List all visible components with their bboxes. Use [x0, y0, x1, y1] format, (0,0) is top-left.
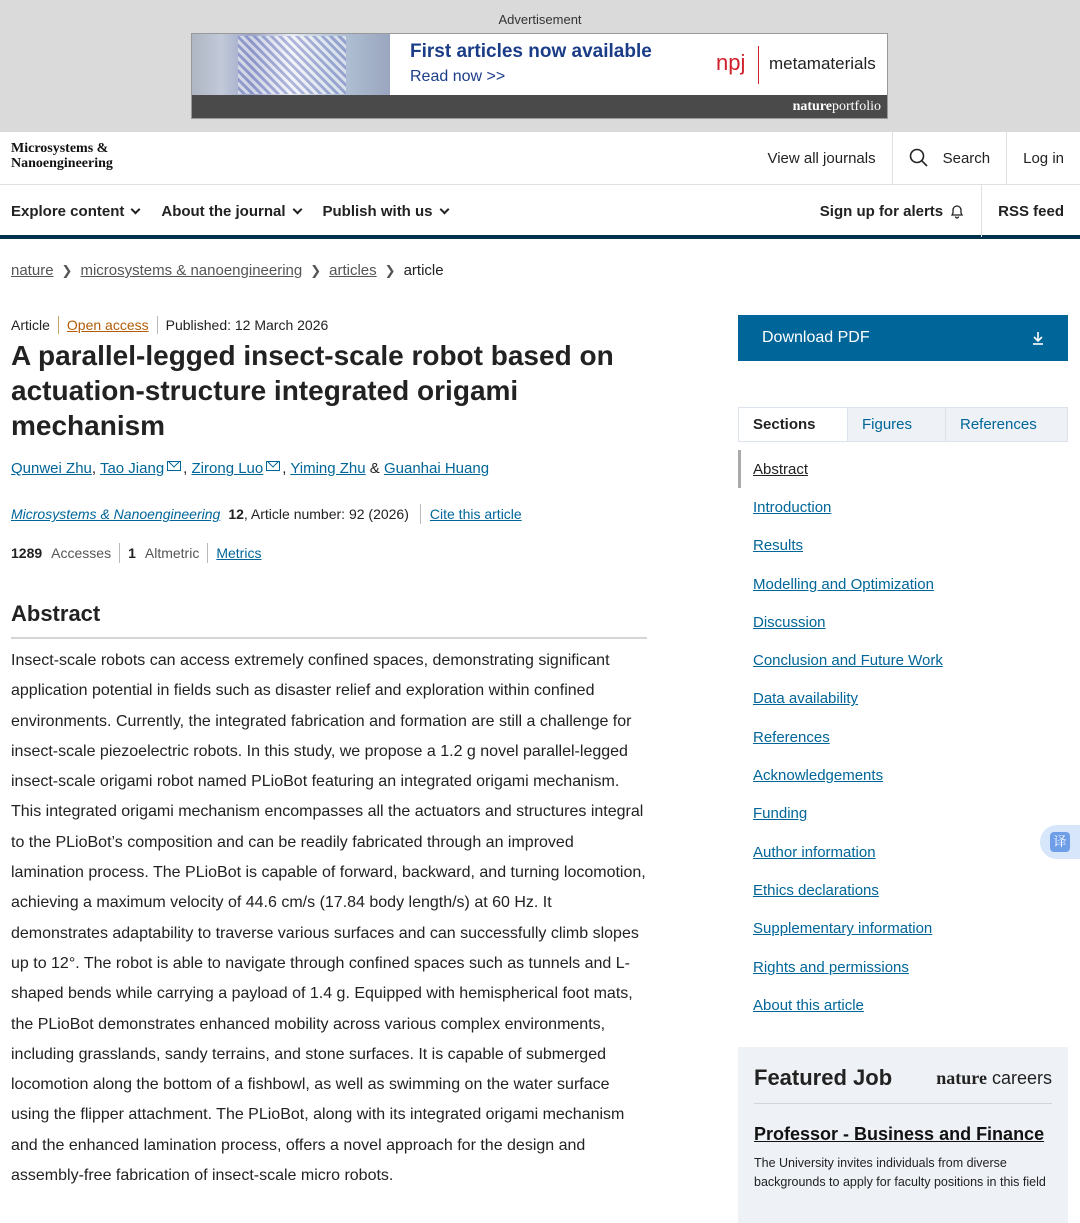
section-link-references[interactable]: References [753, 728, 830, 746]
journal-logo[interactable]: Microsystems & Nanoengineering [11, 141, 113, 171]
login-link[interactable]: Log in [1023, 149, 1064, 167]
metrics-divider [207, 543, 208, 563]
section-link-ethics[interactable]: Ethics declarations [753, 881, 879, 899]
author-link[interactable]: Tao Jiang [99, 460, 165, 477]
ad-brand: metamaterials [769, 54, 876, 73]
view-all-journals-link[interactable]: View all journals [767, 149, 876, 167]
open-access-link[interactable]: Open access [66, 317, 149, 333]
featured-job-heading: Featured Job [754, 1065, 893, 1090]
section-link-rights[interactable]: Rights and permissions [753, 958, 909, 976]
nature-portfolio-logo: natureportfolio [792, 99, 881, 114]
ad-image [192, 34, 390, 96]
author-link[interactable]: Qunwei Zhu [11, 460, 92, 477]
translate-icon: 译 [1050, 832, 1070, 852]
sections-list [738, 450, 1068, 1024]
tab-references[interactable]: References [960, 416, 1037, 433]
translate-button[interactable] [1040, 825, 1080, 859]
altmetric-label: Altmetric [144, 545, 200, 561]
email-icon[interactable] [167, 461, 181, 471]
breadcrumb-journal[interactable]: microsystems & nanoengineering [80, 262, 303, 279]
search-icon [909, 148, 929, 168]
section-link-discussion[interactable]: Discussion [753, 613, 826, 631]
section-link-modelling[interactable]: Modelling and Optimization [753, 575, 934, 593]
breadcrumb-separator-icon: ❯ [310, 262, 322, 278]
accesses-label: Accesses [51, 545, 112, 561]
section-link-results[interactable]: Results [753, 537, 804, 555]
search-button[interactable] [893, 132, 1007, 184]
section-link-author-information[interactable]: Author information [753, 843, 876, 861]
about-journal-menu[interactable]: About the journal [161, 203, 300, 220]
section-link-data-availability[interactable]: Data availability [753, 690, 859, 708]
section-link-introduction[interactable]: Introduction [753, 498, 832, 516]
breadcrumb-current: article [403, 262, 444, 279]
author-link[interactable]: Yiming Zhu [290, 460, 366, 477]
meta-divider [157, 316, 158, 334]
tab-figures[interactable]: Figures [848, 408, 946, 441]
breadcrumb-separator-icon: ❯ [61, 262, 73, 278]
section-link-about-article[interactable]: About this article [753, 996, 864, 1014]
author-list: Qunwei Zhu, Tao Jiang , Zirong Luo , Yiming Zhu & Guanhai Huang [11, 460, 490, 477]
site-header [0, 132, 1080, 185]
chevron-down-icon [131, 204, 141, 214]
download-pdf-button[interactable] [738, 315, 1068, 361]
article-number: , Article number: 92 (2026) [243, 506, 409, 522]
section-link-conclusion[interactable]: Conclusion and Future Work [753, 652, 943, 670]
job-description: The University invites individuals from diverse backgrounds to apply for faculty positions in this field [754, 1156, 1046, 1189]
article-type: Article [11, 317, 50, 333]
job-title-link[interactable]: Professor - Business and Finance [754, 1124, 1045, 1144]
metrics-link[interactable]: Metrics [216, 545, 262, 561]
abstract-heading: Abstract [11, 601, 647, 639]
download-pdf-label: Download PDF [762, 329, 870, 346]
ad-cta[interactable]: Read now >> [410, 68, 506, 85]
ad-footer-bar [192, 95, 887, 118]
citation-divider [420, 504, 421, 524]
journal-link[interactable]: Microsystems & Nanoengineering [11, 506, 221, 522]
advertisement-region [0, 0, 1080, 132]
section-link-abstract[interactable]: Abstract [738, 450, 1068, 488]
ad-npj-logo: npj [716, 50, 746, 75]
breadcrumb-nature[interactable]: nature [11, 262, 54, 279]
search-label: Search [942, 149, 991, 167]
author-link[interactable]: Zirong Luo [191, 460, 264, 477]
chevron-down-icon [439, 204, 449, 214]
breadcrumb-separator-icon: ❯ [384, 262, 396, 278]
ad-banner[interactable] [191, 33, 888, 119]
ad-title: First articles now available [410, 41, 652, 62]
sidebar-tabs [738, 407, 1068, 442]
published-date: Published: 12 March 2026 [165, 317, 329, 333]
ad-label: Advertisement [498, 12, 582, 27]
nature-careers-logo: nature careers [936, 1067, 1052, 1088]
sign-up-alerts-link[interactable]: Sign up for alerts [804, 185, 981, 237]
citation-line [11, 504, 522, 524]
metrics-divider [119, 543, 120, 563]
featured-job-card [738, 1047, 1068, 1223]
author-link[interactable]: Guanhai Huang [383, 460, 490, 477]
explore-content-menu[interactable]: Explore content [11, 203, 139, 220]
email-icon[interactable] [266, 461, 280, 471]
tab-sections[interactable]: Sections [739, 408, 848, 441]
abstract-text: Insect-scale robots can access extremely confined spaces, demonstrating significant application potential in fields such as disaster relief and exploration within confined environments. Currently, the integrated fabrication and formation are still a challenge for insect-scale piezoelectric robots. In this study, we propose a 1.2 g novel parallel-legged insect-scale origami robot named PLioBot featuring an integrated origami mechanism. This integrated origami mechanism encompasses all the actuators and structures integral to the PLioBot’s composition and can be readily fabricated through an improved lamination process. The PLioBot is capable of forward, backward, and turning locomotion, achieving a maximum velocity of 44.6 cm/s (17.84 body length/s) at 60 Hz. It demonstrates adaptability to traverse various surfaces and can successfully climb slopes up to 12°. The robot is able to navigate through confined spaces such as tunnels and L-shaped bends while carrying a payload of 1.4 g. Equipped with hemispherical foot mats, the PLioBot demonstrates enhanced mobility across various complex environments, including grasslands, sandy terrains, and stone surfaces. It is capable of submerged locomotion along the bottom of a fishbowl, as well as swimming on the water surface using the flipper attachment. The PLioBot, along with its integrated origami mechanism and the enhanced lamination process, offers a novel approach for the design and assembly-free fabrication of insect-scale micro robots. [11, 652, 646, 1185]
metrics-bar [11, 543, 261, 563]
accesses-count: 1289 [11, 545, 43, 561]
meta-divider [58, 316, 59, 334]
ad-divider [758, 46, 759, 84]
article-title: A parallel-legged insect-scale robot based on actuation-structure integrated origami mechanism [11, 340, 614, 441]
breadcrumb [11, 262, 444, 279]
volume: 12 [228, 506, 244, 522]
breadcrumb-articles[interactable]: articles [329, 262, 377, 279]
download-icon [1032, 331, 1044, 345]
bell-icon [949, 203, 965, 219]
journal-nav [0, 185, 1080, 239]
article-meta [11, 316, 328, 334]
cite-article-link[interactable]: Cite this article [429, 506, 522, 522]
section-link-acknowledgements[interactable]: Acknowledgements [753, 767, 884, 785]
altmetric-count: 1 [128, 545, 136, 561]
publish-menu[interactable]: Publish with us [323, 203, 448, 220]
section-link-funding[interactable]: Funding [753, 805, 808, 823]
section-link-supplementary[interactable]: Supplementary information [753, 920, 933, 938]
rss-feed-link[interactable]: RSS feed [998, 202, 1064, 220]
chevron-down-icon [292, 204, 302, 214]
